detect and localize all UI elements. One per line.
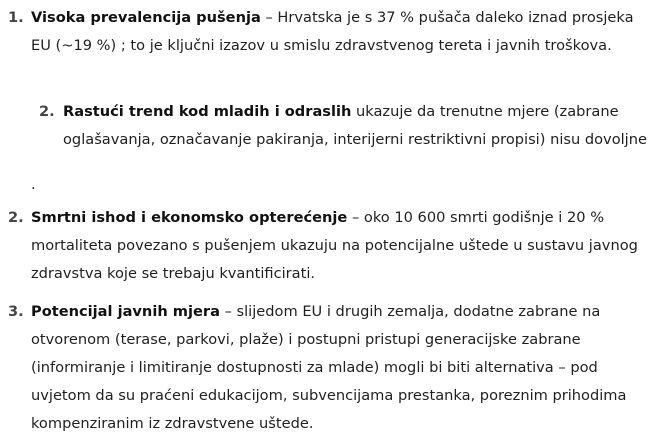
item-number: 2. <box>39 103 55 120</box>
item-text <box>31 4 651 60</box>
item-title: Smrtni ishod i ekonomsko opterećenje <box>31 209 348 226</box>
item-text <box>31 204 649 288</box>
item-text <box>63 98 653 154</box>
stray-period: . <box>31 176 36 193</box>
item-number: 1. <box>8 9 24 26</box>
item-number: 3. <box>8 303 24 320</box>
item-number: 2. <box>8 209 24 226</box>
item-text <box>31 298 649 438</box>
item-body: – slijedom EU i drugih zemalja, dodatne zabrane na otvorenom (terase, parkovi, plaže) i postupni pristupi generacijske zabrane (informiranje i limitiranje dostupnosti za mlade) mogli bi biti alternativa – pod uvjetom da su praćeni edukacijom, subvencijama prestanka, poreznim prihodima kompenziranim iz zdravstvene uštede. <box>31 303 627 432</box>
item-body: ukazuje da trenutne mjere (zabrane oglašavanja, označavanje pakiranja, interijerni restriktivni propisi) nisu dovoljne <box>63 103 647 148</box>
item-title: Potencijal javnih mjera <box>31 303 220 320</box>
item-body: – Hrvatska je s 37 % pušača daleko iznad prosjeka EU (~19 %) ; to je ključni izazov u smislu zdravstvenog tereta i javnih troškova. <box>31 9 634 54</box>
item-body: – oko 10 600 smrti godišnje i 20 % mortaliteta povezano s pušenjem ukazuju na potencijalne uštede u sustavu javnog zdravstva koje se trebaju kvantificirati. <box>31 209 638 282</box>
item-title: Rastući trend kod mladih i odraslih <box>63 103 352 120</box>
item-title: Visoka prevalencija pušenja <box>31 9 261 26</box>
